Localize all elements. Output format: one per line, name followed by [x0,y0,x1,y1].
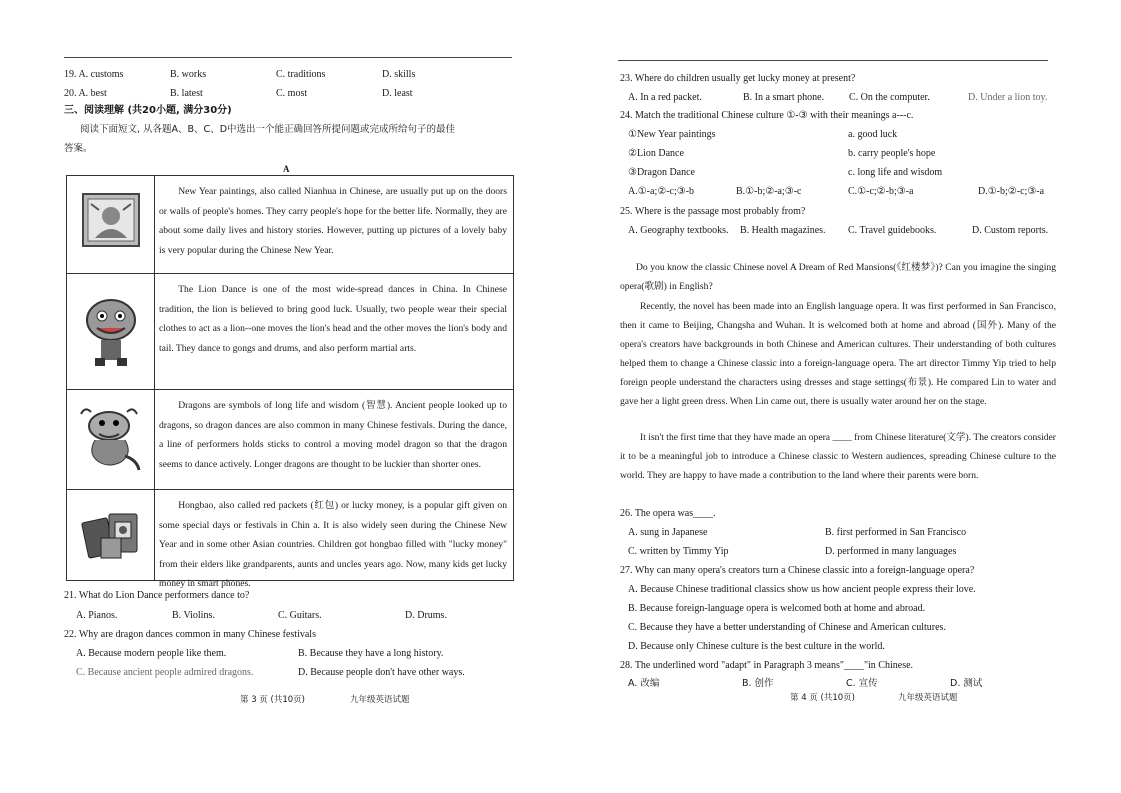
q23-option-a: A. In a red packet. [628,92,702,103]
passage-b-paragraph-1: Do you know the classic Chinese novel A Dream of Red Mansions(《红楼梦》)? Can you imagine the singing opera(歌剧) in English? [620,262,1056,292]
q26-stem: 26. The opera was____. [620,508,716,519]
table-cell-text: New Year paintings, also called Nianhua in Chinese, are usually put up on the doors or walls of people's homes. They carry people's hope for the better life. Normally, they are about some daily lives and history stories. However, putting up pictures of a lovely baby is very popular during the Chinese New Year. [159,186,507,256]
culture-table [66,175,514,589]
footer-title: 九年级英语试题 [898,693,958,703]
passage-label: A [283,164,290,174]
q28-option-a: A. 改编 [628,678,660,689]
lion-dance-icon [79,294,143,370]
right-page [560,0,1121,793]
table-row [67,390,513,490]
q25-stem: 25. Where is the passage most probably from? [620,206,806,217]
q23-stem: 23. Where do children usually get lucky money at present? [620,73,856,84]
hongbao-icon [81,506,141,562]
q25-option-a: A. Geography textbooks. [628,225,729,236]
q19-option-b: B. works [170,69,207,80]
q23-option-b: B. In a smart phone. [743,92,825,103]
q22-option-c: C. Because ancient people admired dragons. [76,667,254,678]
left-page [0,0,560,793]
q24-meaning-a: a. good luck [848,129,898,140]
q24-stem: 24. Match the traditional Chinese culture ①-③ with their meanings a---c. [620,110,914,121]
q27-stem: 27. Why can many opera's creators turn a Chinese classic into a foreign-language opera? [620,565,975,576]
q22-option-d: D. Because people don't have other ways. [298,667,465,678]
q22-stem: 22. Why are dragon dances common in many Chinese festivals [64,629,316,640]
q26-option-d: D. performed in many languages [825,546,957,557]
dragon-icon [77,404,143,476]
q23-option-c: C. On the computer. [849,92,930,103]
q22-option-b: B. Because they have a long history. [298,648,444,659]
q24-meaning-b: b. carry people's hope [848,148,936,159]
footer-page-number: 第 3 页 (共10页) [240,695,305,705]
table-cell-text: Hongbao, also called red packets (红包) or lucky money, is a popular gift given on some special days or festivals in Chin a. It is also widely seen during the Chinese New Year and in some other Asian countries. Children got hongbao filled with "lucky money" from their elders like grandparents, aunts and uncles years ago. Now, many kids get lucky money in smart phones. [159,500,507,589]
new-year-painting-icon [81,192,141,248]
q25-option-c: C. Travel guidebooks. [848,225,937,236]
image-cell [67,390,155,489]
q26-option-b: B. first performed in San Francisco [825,527,967,538]
table-row [67,490,513,589]
q26-option-c: C. written by Timmy Yip [628,546,729,557]
q20-option-c: C. most [276,88,308,99]
q25-option-b: B. Health magazines. [740,225,826,236]
q24-option-c: C.①-c;②-b;③-a [848,186,914,197]
top-rule [64,57,512,58]
q21-stem: 21. What do Lion Dance performers dance to? [64,590,250,601]
image-cell [67,176,155,273]
passage-b-paragraph-3: It isn't the first time that they have made an opera ____ from Chinese literature(文学). The creators consider it to be a meaningful job to introduce a Chinese classic to Western audiences, spreading Chinese culture to the world. They are happy to have made a contribution to the land where their parents were born. [620,432,1056,481]
table-row [67,274,513,390]
q26-option-a: A. sung in Japanese [628,527,708,538]
instruction-line-1: 阅读下面短文, 从各题A、B、C、D中选出一个能正确回答所提问题或完成所给句子的最佳 [80,124,456,135]
footer-page-number: 第 4 页 (共10页) [790,693,855,703]
q19-option-c: C. traditions [276,69,326,80]
table-cell-text: The Lion Dance is one of the most wide-spread dances in China. In Chinese tradition, the lion is believed to bring good luck. Usually, two people wear their special clothes to act as a lion--one moves the lion's head and the other moves the lion's body and tail. They dance to gongs and drums, and also perform martial arts. [159,284,507,354]
q27-option-c: C. Because they have a better understanding of Chinese and American cultures. [628,622,946,633]
passage-b-paragraph-2: Recently, the novel has been made into an English language opera. It was first performed in San Francisco, then it came to Beijing, Changsha and Wuhan. It is welcomed both at home and abroad (国外). Many of the opera's creators have backgrounds in both Chinese and American cultures. Their understanding of both cultures helped them to change a Chinese classic into a foreign-language opera. The art director Timmy Yip tried to help foreign people understand the characters using dresses and stage settings(布景). He compared Lin to water and gave her a light green dress. When Lin came out, there is usually water around her on the stage. [620,301,1056,407]
q27-option-d: D. Because only Chinese culture is the best culture in the world. [628,641,885,652]
q24-item-2: ②Lion Dance [628,148,684,159]
q19-option-a: 19. A. customs [64,69,124,80]
q27-option-a: A. Because Chinese traditional classics show us how ancient people express their love. [628,584,976,595]
q19-option-d: D. skills [382,69,416,80]
top-rule [618,60,1048,61]
q22-option-a: A. Because modern people like them. [76,648,227,659]
q28-option-d: D. 测试 [950,678,983,689]
q21-option-a: A. Pianos. [76,610,118,621]
table-row [67,176,513,274]
q21-option-c: C. Guitars. [278,610,322,621]
image-cell [67,490,155,580]
table-cell-text: Dragons are symbols of long life and wisdom (智慧). Ancient people looked up to dragons, so dragon dances are also common in many Chinese festivals. During the dance, a line of performers holds sticks to control a moving model dragon so that the dragon seems to dance actively. Longer dragons are thought to be luckier than shorter ones. [159,400,507,470]
q20-option-b: B. latest [170,88,203,99]
q23-option-d: D. Under a lion toy. [968,92,1048,103]
q28-option-b: B. 创作 [742,678,774,689]
q24-meaning-c: c. long life and wisdom [848,167,943,178]
q24-option-a: A.①-a;②-c;③-b [628,186,695,197]
q27-option-b: B. Because foreign-language opera is welcomed both at home and abroad. [628,603,926,614]
q28-stem: 28. The underlined word "adapt" in Paragraph 3 means"____"in Chinese. [620,660,914,671]
q24-option-d: D.①-b;②-c;③-a [978,186,1045,197]
q21-option-d: D. Drums. [405,610,447,621]
q20-option-a: 20. A. best [64,88,107,99]
q28-option-c: C. 宣传 [846,678,878,689]
section-title: 三、阅读理解 (共20小题, 满分30分) [64,105,232,116]
q20-option-d: D. least [382,88,413,99]
q25-option-d: D. Custom reports. [972,225,1049,236]
footer-title: 九年级英语试题 [350,695,410,705]
q24-option-b: B.①-b;②-a;③-c [736,186,802,197]
q24-item-3: ③Dragon Dance [628,167,695,178]
q21-option-b: B. Violins. [172,610,215,621]
image-cell [67,274,155,389]
instruction-line-2: 答案。 [64,143,93,154]
q24-item-1: ①New Year paintings [628,129,716,140]
